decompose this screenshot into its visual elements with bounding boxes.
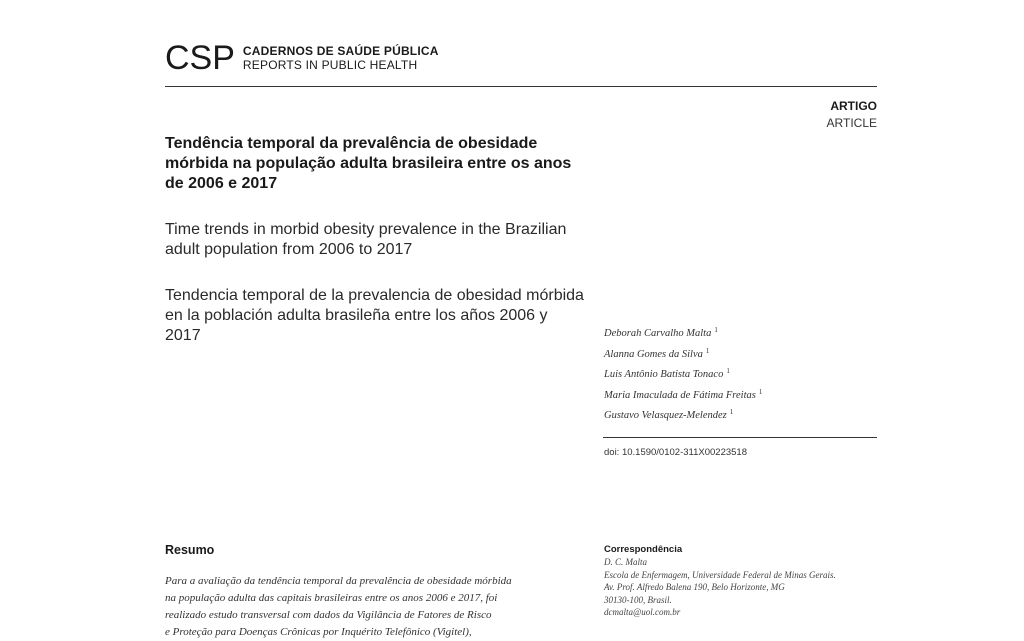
correspondence-address-line: Av. Prof. Alfredo Balena 190, Belo Horizonte, MG xyxy=(604,582,785,593)
doi-link[interactable]: doi: 10.1590/0102-311X00223518 xyxy=(604,447,747,458)
author-item xyxy=(604,343,878,364)
author-name: Luis Antônio Batista Tonaco xyxy=(604,369,724,380)
author-item xyxy=(604,322,878,343)
author-name: Alanna Gomes da Silva xyxy=(604,348,703,360)
author-list xyxy=(604,322,878,425)
abstract-line: na população adulta das capitais brasileiras entre os anos 2006 e 2017, foi xyxy=(165,592,498,604)
author-affiliation: 1 xyxy=(729,408,734,416)
title-english: Time trends in morbid obesity prevalence in the Brazilian adult population from 2006 to 2017 xyxy=(165,221,567,258)
author-name: Maria Imaculada de Fátima Freitas xyxy=(604,389,756,401)
correspondence-details xyxy=(604,556,894,619)
author-item xyxy=(604,384,878,405)
journal-name-pt: CADERNOS DE SAÚDE PÚBLICA xyxy=(242,44,439,58)
correspondence-address-line: Escola de Enfermagem, Universidade Federal de Minas Gerais. xyxy=(604,569,836,580)
correspondence-name: D. C. Malta xyxy=(604,557,648,567)
correspondence-heading: Correspondência xyxy=(604,544,683,555)
title-portuguese: Tendência temporal da prevalência de obesidade mórbida na população adulta brasileira entre os anos de 2006 e 2017 xyxy=(165,135,572,192)
author-affiliation: 1 xyxy=(714,326,718,334)
author-affiliation: 1 xyxy=(758,387,763,396)
abstract-text xyxy=(165,573,585,641)
article-type xyxy=(827,98,877,132)
abstract-line: e Proteção para Doenças Crônicas por Inquérito Telefônico (Vigitel), xyxy=(165,626,472,638)
title-spanish: Tendencia temporal de la prevalencia de obesidad mórbida en la población adulta brasileña entre los años 2006 y 2017 xyxy=(165,287,584,344)
journal-name-en: REPORTS IN PUBLIC HEALTH xyxy=(242,58,418,72)
correspondence-address-line: 30130-100, Brasil. xyxy=(604,594,672,605)
authors-divider xyxy=(603,437,877,438)
abstract-heading: Resumo xyxy=(165,543,215,557)
author-item xyxy=(604,404,878,425)
author-affiliation: 1 xyxy=(726,367,730,375)
author-name: Deborah Carvalho Malta xyxy=(604,328,712,339)
author-affiliation: 1 xyxy=(705,346,710,355)
header-divider xyxy=(165,86,877,87)
journal-logo xyxy=(165,40,439,76)
correspondence-block xyxy=(604,543,894,619)
author-item xyxy=(604,363,878,384)
article-type-en: ARTICLE xyxy=(826,116,877,130)
article-type-pt: ARTIGO xyxy=(830,99,877,113)
correspondence-email[interactable]: dcmalta@uol.com.br xyxy=(604,607,681,618)
journal-name xyxy=(243,44,439,72)
abstract-line: realizado estudo transversal com dados da Vigilância de Fatores de Risco xyxy=(165,609,492,621)
author-name: Gustavo Velasquez-Melendez xyxy=(604,410,727,421)
abstract-line: Para a avaliação da tendência temporal da prevalência de obesidade mórbida xyxy=(165,575,512,587)
journal-logo-mark: CSP xyxy=(165,39,235,77)
